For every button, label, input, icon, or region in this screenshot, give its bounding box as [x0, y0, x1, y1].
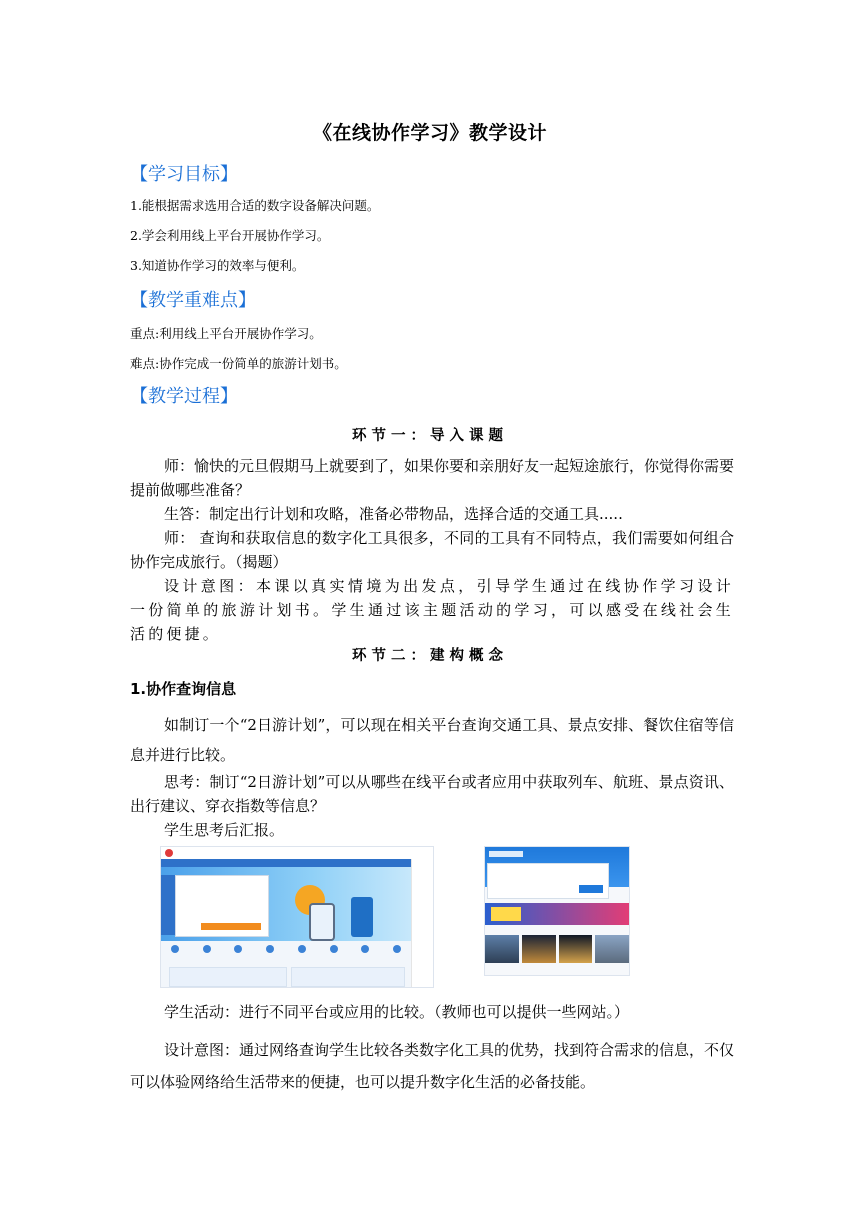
stage1-teacher-intro: 师： 查询和获取信息的数字化工具很多，不同的工具有不同特点，我们需要如何组合协作完成旅行。（揭题） — [130, 529, 734, 571]
difficulty-point: 难点:协作完成一份简单的旅游计划书。 — [130, 356, 347, 371]
stage1-student-answer: 生答：制定出行计划和攻略，准备必带物品，选择合适的交通工具..... — [164, 505, 623, 523]
key-point: 重点:利用线上平台开展协作学习。 — [130, 326, 322, 341]
stage2-think: 思考：制订“2日游计划”可以从哪些在线平台或者应用中获取列车、航班、景点资讯、出行建议、穿衣指数等信息？ — [130, 773, 734, 815]
travel-logo-icon — [489, 851, 523, 857]
stage2-report: 学生思考后汇报。 — [164, 821, 285, 839]
travel-site-screenshot — [484, 846, 630, 976]
stage1-design-intent: 设计意图：本课以真实情境为出发点，引导学生通过在线协作学习设计一份简单的旅游计划书。学生通过该主题活动的学习，可以感受在线社会生活的便捷。 — [130, 577, 734, 643]
document-title: 《在线协作学习》教学设计 — [312, 122, 547, 144]
railway-logo-icon — [165, 849, 173, 857]
stage2-activity: 学生活动：进行不同平台或应用的比较。（教师也可以提供一些网站。） — [164, 1003, 630, 1021]
stage2-title: 环节二：建构概念 — [352, 648, 508, 664]
phone-icon — [309, 903, 335, 941]
subheading-collab-query: 1.协作查询信息 — [130, 680, 237, 698]
goal-item-1: 1.能根据需求选用合适的数字设备解决问题。 — [130, 198, 380, 213]
process-heading: 【教学过程】 — [130, 386, 238, 407]
goal-item-2: 2.学会利用线上平台开展协作学习。 — [130, 228, 330, 243]
service-icons — [171, 945, 401, 959]
stage2-design-intent: 设计意图：通过网络查询学生比较各类数字化工具的优势，找到符合需求的信息，不仅可以体验网络给生活带来的便捷，也可以提升数字化生活的必备技能。 — [130, 1041, 735, 1091]
stage2-example: 如制订一个“2日游计划”，可以现在相关平台查询交通工具、景点安排、餐饮住宿等信息并进行比较。 — [130, 716, 734, 764]
stage1-title: 环节一：导入课题 — [352, 428, 508, 444]
railway-site-screenshot — [160, 846, 434, 988]
destination-thumbnails — [485, 935, 629, 963]
goals-heading: 【学习目标】 — [130, 164, 238, 185]
keypoints-heading: 【教学重难点】 — [130, 290, 256, 311]
ticket-kiosk-icon — [351, 897, 373, 937]
goal-item-3: 3.知道协作学习的效率与便利。 — [130, 258, 305, 273]
stage1-teacher-question: 师：愉快的元旦假期马上就要到了，如果你要和亲朋好友一起短途旅行，你觉得你需要 提前做哪些准备？ — [130, 457, 735, 499]
